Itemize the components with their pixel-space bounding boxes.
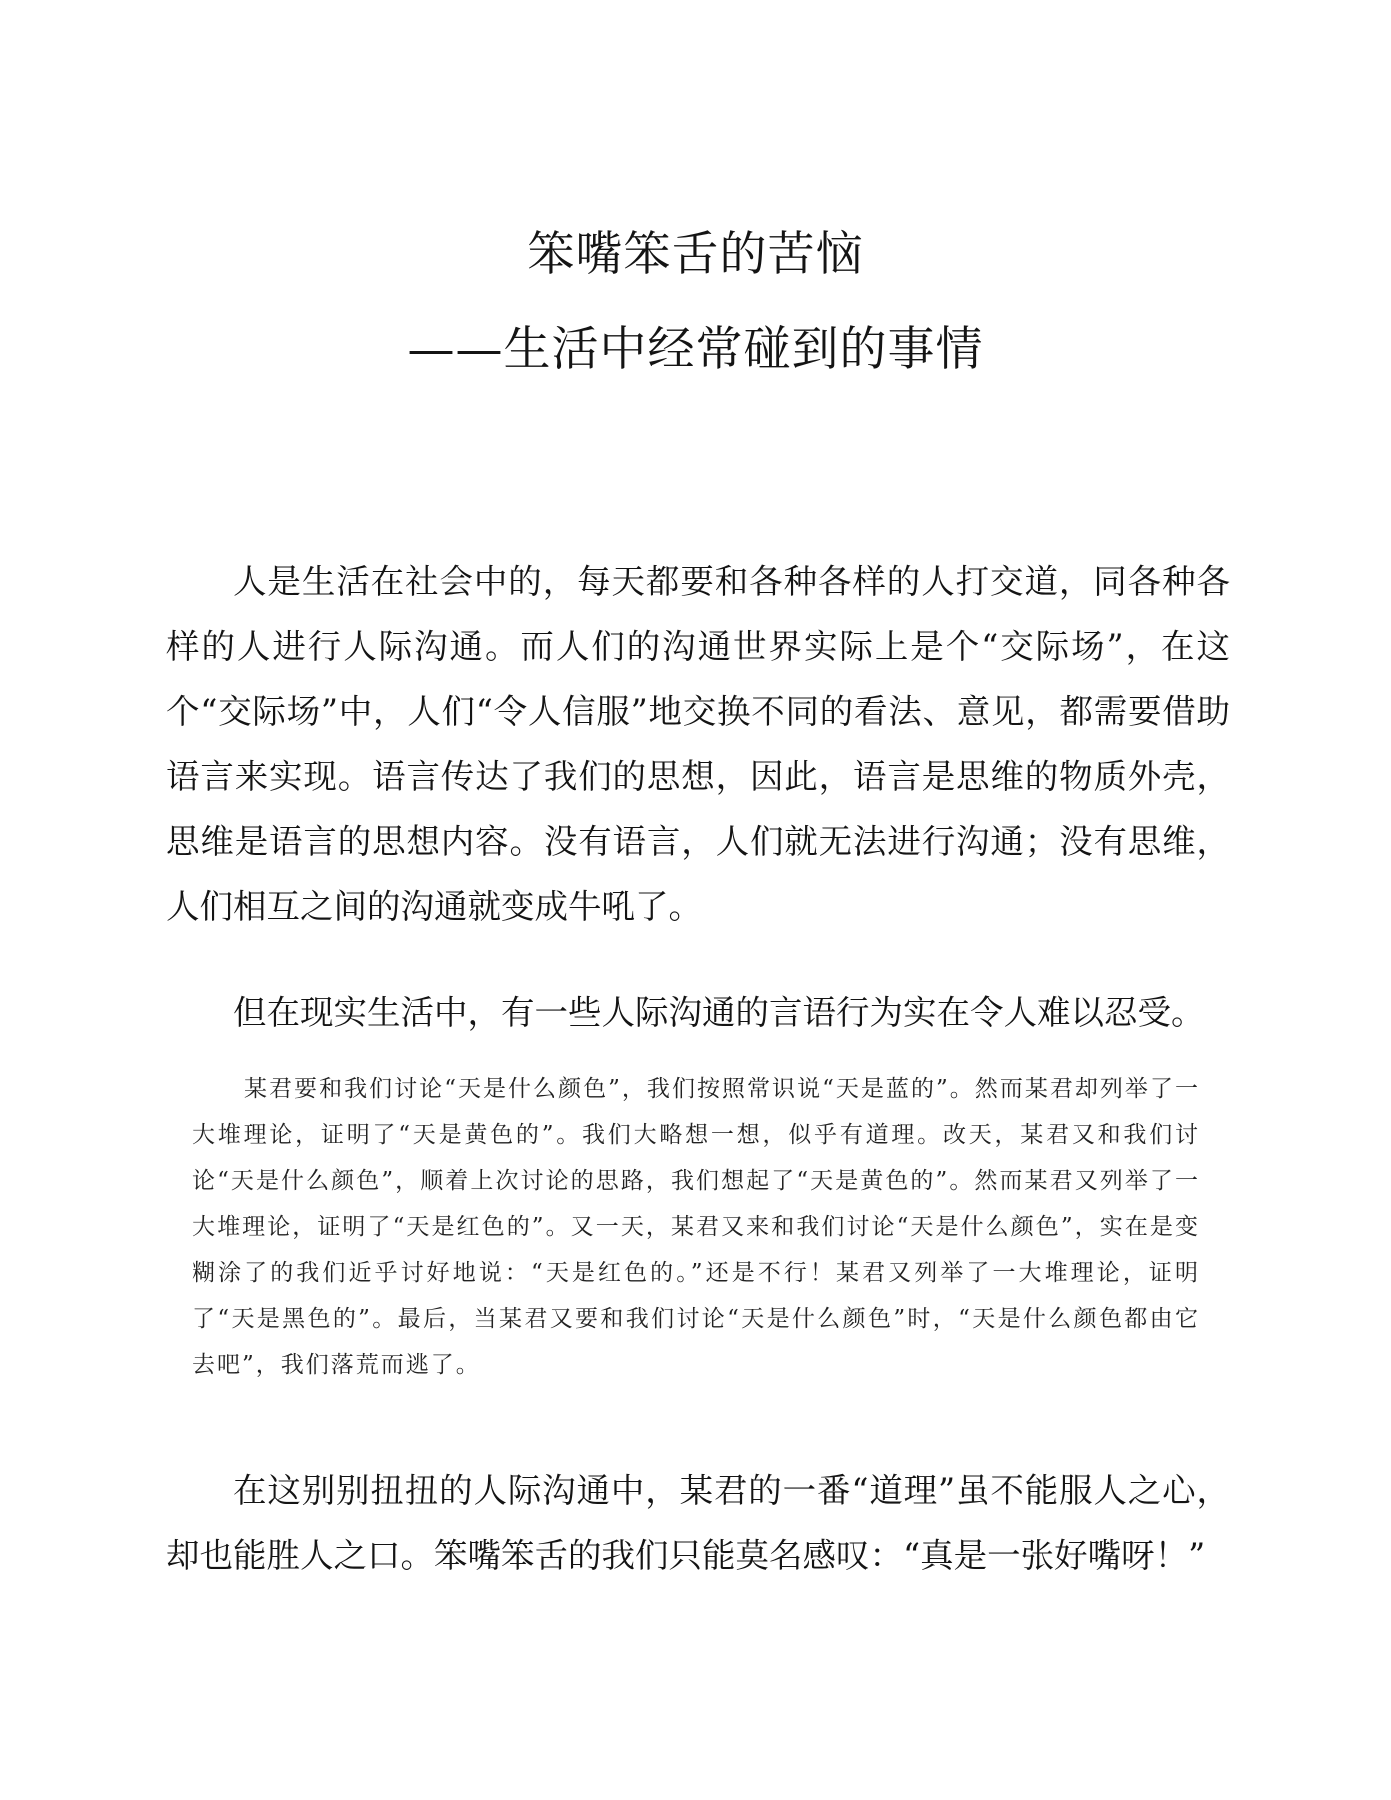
paragraph-intro: 人是生活在社会中的，每天都要和各种各样的人打交道，同各种各样的人进行人际沟通。而人们的沟通世界实际上是个“交际场”，在这个“交际场”中，人们“令人信服”地交换不同的看法、意见，都需要借助语言来实现。语言传达了我们的思想，因此，语言是思维的物质外壳，思维是语言的思想内容。没有语言，人们就无法进行沟通；没有思维，人们相互之间的沟通就变成牛吼了。 — [166, 562, 1230, 926]
paragraph-conclusion: 在这别别扭扭的人际沟通中，某君的一番“道理”虽不能服人之心，却也能胜人之口。笨嘴笨舌的我们只能莫名感叹：“真是一张好嘴呀！” — [166, 1471, 1230, 1575]
quoted-anecdote: 某君要和我们讨论“天是什么颜色”，我们按照常识说“天是蓝的”。然而某君却列举了一大堆理论，证明了“天是黄色的”。我们大略想一想，似乎有道理。改天，某君又和我们讨论“天是什么颜色”，顺着上次讨论的思路，我们想起了“天是黄色的”。然而某君又列举了一大堆理论，证明了“天是红色的”。又一天，某君又来和我们讨论“天是什么颜色”，实在是变糊涂了的我们近乎讨好地说：“天是红色的。”还是不行！某君又列举了一大堆理论，证明了“天是黑色的”。最后，当某君又要和我们讨论“天是什么颜色”时，“天是什么颜色都由它去吧”，我们落荒而逃了。 — [192, 1076, 1200, 1378]
document-subtitle: ——生活中经常碰到的事情 — [407, 322, 984, 377]
paragraph-reality: 但在现实生活中，有一些人际沟通的言语行为实在令人难以忍受。 — [233, 993, 1205, 1032]
document-title: 笨嘴笨舌的苦恼 — [527, 227, 864, 282]
